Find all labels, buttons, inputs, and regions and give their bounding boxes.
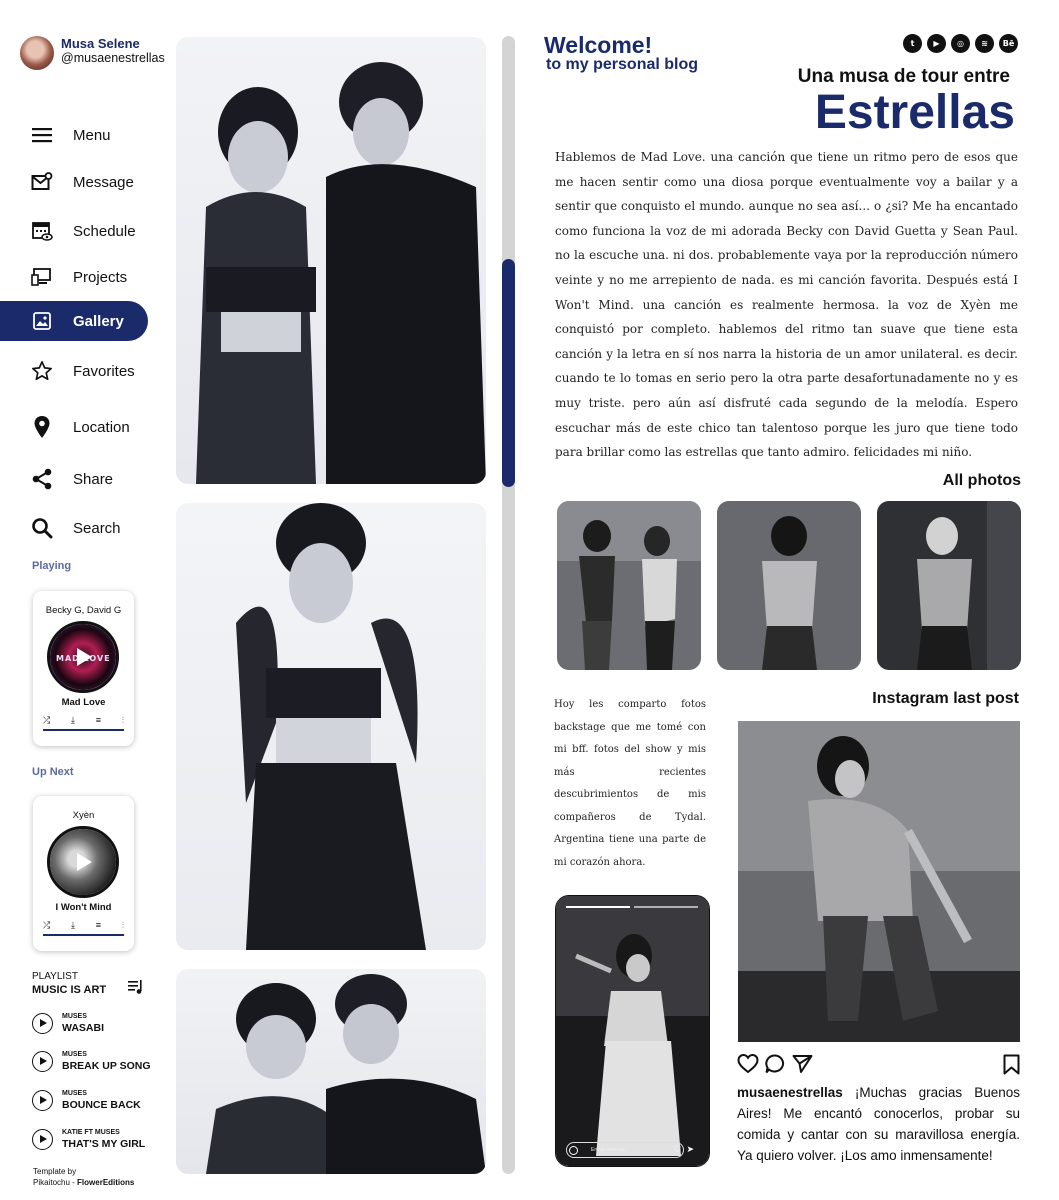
sidebar-item-label: Message bbox=[73, 173, 134, 191]
profile-handle: @musaenestrellas bbox=[61, 51, 165, 65]
playlist-name: MUSIC IS ART bbox=[32, 984, 107, 996]
play-icon[interactable] bbox=[32, 1051, 53, 1072]
sidebar-item-label: Schedule bbox=[73, 222, 136, 240]
calendar-icon bbox=[31, 220, 53, 242]
instagram-heading: Instagram last post bbox=[872, 690, 1019, 707]
photo-thumbnail[interactable] bbox=[557, 501, 701, 670]
play-icon[interactable] bbox=[32, 1129, 53, 1150]
playlist-item-artist: MUSES bbox=[62, 1090, 87, 1097]
projects-icon bbox=[31, 266, 53, 288]
progress-bar[interactable] bbox=[43, 934, 124, 936]
track-title: I Won't Mind bbox=[55, 902, 112, 913]
download-icon[interactable]: ⤓ bbox=[70, 715, 75, 725]
photo-thumbnail[interactable] bbox=[717, 501, 861, 670]
queue-icon[interactable]: ≡ bbox=[95, 920, 101, 930]
track-artist: Xyèn bbox=[72, 810, 95, 821]
playlist-item-artist: MUSES bbox=[62, 1051, 87, 1058]
instagram-username[interactable]: musaenestrellas bbox=[737, 1085, 843, 1100]
album-art-text: MAD LOVE bbox=[56, 654, 111, 663]
sidebar-item-label: Menu bbox=[73, 126, 111, 144]
sidebar-item-projects[interactable] bbox=[0, 257, 148, 297]
story-reply-input[interactable]: Enviar mensaje bbox=[566, 1142, 684, 1158]
heart-icon[interactable] bbox=[737, 1054, 759, 1079]
message-icon bbox=[31, 171, 53, 193]
playlist-item[interactable] bbox=[32, 1011, 162, 1037]
gallery-icon bbox=[31, 310, 53, 332]
gallery-photo[interactable] bbox=[176, 37, 486, 484]
download-icon[interactable]: ⤓ bbox=[70, 920, 75, 930]
page-title: Estrellas bbox=[814, 86, 1015, 139]
welcome-subheading: to my personal blog bbox=[546, 56, 699, 73]
comment-icon[interactable] bbox=[765, 1054, 786, 1079]
player-controls bbox=[43, 715, 124, 726]
track-artist: Becky G, David G bbox=[45, 605, 122, 616]
scrollbar-track[interactable] bbox=[502, 36, 515, 1174]
sidebar-item-message[interactable] bbox=[0, 162, 148, 202]
credit-brand: FlowerEditions bbox=[77, 1178, 135, 1187]
credit-author: Pikaitochu - bbox=[33, 1178, 78, 1187]
play-icon[interactable] bbox=[77, 853, 92, 871]
gallery-photo[interactable] bbox=[176, 969, 486, 1174]
shuffle-icon[interactable]: ⤮ bbox=[43, 715, 51, 725]
progress-bar[interactable] bbox=[43, 729, 124, 731]
track-title: Mad Love bbox=[61, 697, 106, 708]
instagram-icon[interactable]: ◎ bbox=[951, 34, 970, 53]
player-controls bbox=[43, 920, 124, 931]
playlist-item[interactable] bbox=[32, 1088, 162, 1114]
instagram-post-image[interactable] bbox=[738, 721, 1020, 1042]
bookmark-icon[interactable] bbox=[1003, 1054, 1020, 1080]
sidebar-item-search[interactable] bbox=[0, 508, 148, 548]
welcome-heading: Welcome! bbox=[544, 32, 653, 58]
equalizer-icon[interactable]: ⫶ bbox=[121, 920, 124, 930]
playlist-item-artist: KATIE FT MUSES bbox=[62, 1129, 120, 1136]
playlist-label: PLAYLIST bbox=[32, 971, 78, 982]
story-progress-bar bbox=[634, 906, 698, 908]
twitter-icon[interactable]: t bbox=[903, 34, 922, 53]
playlist-item[interactable] bbox=[32, 1127, 162, 1153]
share-icon bbox=[31, 468, 53, 490]
sidebar-item-share[interactable] bbox=[0, 459, 148, 499]
sidebar-item-menu[interactable] bbox=[0, 115, 148, 155]
spotify-icon[interactable]: ≋ bbox=[975, 34, 994, 53]
album-art[interactable] bbox=[47, 826, 119, 898]
instagram-caption bbox=[737, 1082, 1020, 1166]
behance-icon[interactable]: Bē bbox=[999, 34, 1018, 53]
send-icon[interactable] bbox=[792, 1054, 813, 1079]
avatar[interactable] bbox=[20, 36, 54, 70]
social-links bbox=[903, 34, 1018, 53]
sidebar-item-label: Location bbox=[73, 418, 130, 436]
sidebar-item-location[interactable] bbox=[0, 407, 148, 447]
playlist-item-title: THAT'S MY GIRL bbox=[62, 1138, 146, 1150]
profile-header[interactable] bbox=[20, 36, 180, 76]
up-next-section-label: Up Next bbox=[32, 766, 74, 778]
sidebar-item-gallery[interactable] bbox=[0, 301, 148, 341]
now-playing-card[interactable] bbox=[33, 591, 134, 746]
playlist-item-title: BOUNCE BACK bbox=[62, 1099, 141, 1111]
credit-line: Template by bbox=[33, 1167, 77, 1176]
equalizer-icon[interactable]: ⫶ bbox=[121, 715, 124, 725]
queue-icon[interactable]: ≡ bbox=[95, 715, 101, 725]
sidebar-item-label: Search bbox=[73, 519, 121, 537]
gallery-photo[interactable] bbox=[176, 503, 486, 950]
search-icon bbox=[31, 517, 53, 539]
playlist-item[interactable] bbox=[32, 1049, 162, 1075]
youtube-icon[interactable]: ▶ bbox=[927, 34, 946, 53]
story-preview[interactable] bbox=[555, 895, 710, 1167]
instagram-caption-text: ¡Muchas gracias Buenos Aires! Me encantó conocerlos, probar su comida y cantar con su maravillosa energía. Ya quiero volver. ¡Los amo inmensamente! bbox=[737, 1085, 1020, 1163]
star-icon bbox=[31, 360, 53, 382]
menu-icon bbox=[31, 124, 53, 146]
playing-section-label: Playing bbox=[32, 560, 72, 572]
album-art[interactable] bbox=[47, 621, 119, 693]
sidebar-item-favorites[interactable] bbox=[0, 351, 148, 391]
sidebar-item-label: Favorites bbox=[73, 362, 135, 380]
playlist-queue-icon[interactable] bbox=[128, 979, 144, 995]
play-icon[interactable] bbox=[32, 1013, 53, 1034]
gallery-description: Hoy les comparto fotos backstage que me tomé con mi bff. fotos del show y mis más recientes descubrimientos de mis compañeros de Tydal. Argentina tiene una parte de mi corazón ahora. bbox=[554, 699, 706, 868]
playlist-item-title: BREAK UP SONG bbox=[62, 1060, 151, 1072]
playlist-item-title: WASABI bbox=[62, 1022, 104, 1034]
blog-post-text: Hablemos de Mad Love. una canción que tiene un ritmo pero de esos que me hacen sentir como una diosa porque eventualmente voy a bailar y a sentir que conquisto el mundo. aunque no sea así... o ¿si? Me ha encantado como funciona la voz de mi adorada Becky con David Guetta y Sean Paul. no la escuche una. ni dos. probablemente vaya por la reproducción número veinte y no me arrepiento de nada. es mi canción favorita. Después está I Won't Mind. una canción es realmente hermosa. la voz de Xyèn me conquistó por completo. hablemos del ritmo tan suave que tiene esta canción y la letra en sí nos narra la historia de un amor unilateral. es decir. cuando te lo tomas en serio pero la otra parte desafortunadamente no y es muy triste. pero aún así disfruté cada segundo de la melodía. Espero escuchar más de este chico tan talentoso porque les juro que tiene todo para brillar como las estrellas que tanto admiro. felicidades mi niño. bbox=[555, 150, 1018, 460]
sidebar-item-label: Gallery bbox=[73, 312, 124, 330]
up-next-card[interactable] bbox=[33, 796, 134, 951]
profile-name: Musa Selene bbox=[61, 36, 140, 51]
all-photos-heading: All photos bbox=[942, 472, 1021, 489]
story-action-icons[interactable]: ♡➤ bbox=[673, 1144, 699, 1154]
scrollbar-thumb[interactable] bbox=[502, 259, 515, 487]
story-progress-bar bbox=[566, 906, 630, 908]
play-icon[interactable] bbox=[77, 648, 92, 666]
instagram-actions bbox=[737, 1054, 1022, 1078]
play-icon[interactable] bbox=[32, 1090, 53, 1111]
shuffle-icon[interactable]: ⤮ bbox=[43, 920, 51, 930]
location-pin-icon bbox=[31, 416, 53, 438]
template-credit bbox=[33, 1166, 134, 1188]
sidebar-item-label: Share bbox=[73, 470, 114, 488]
photo-thumbnail[interactable] bbox=[877, 501, 1021, 670]
sidebar-item-schedule[interactable] bbox=[0, 211, 148, 251]
sidebar-item-label: Projects bbox=[73, 268, 128, 286]
playlist-item-artist: MUSES bbox=[62, 1013, 87, 1020]
page-subtitle: Una musa de tour entre bbox=[797, 66, 1010, 87]
